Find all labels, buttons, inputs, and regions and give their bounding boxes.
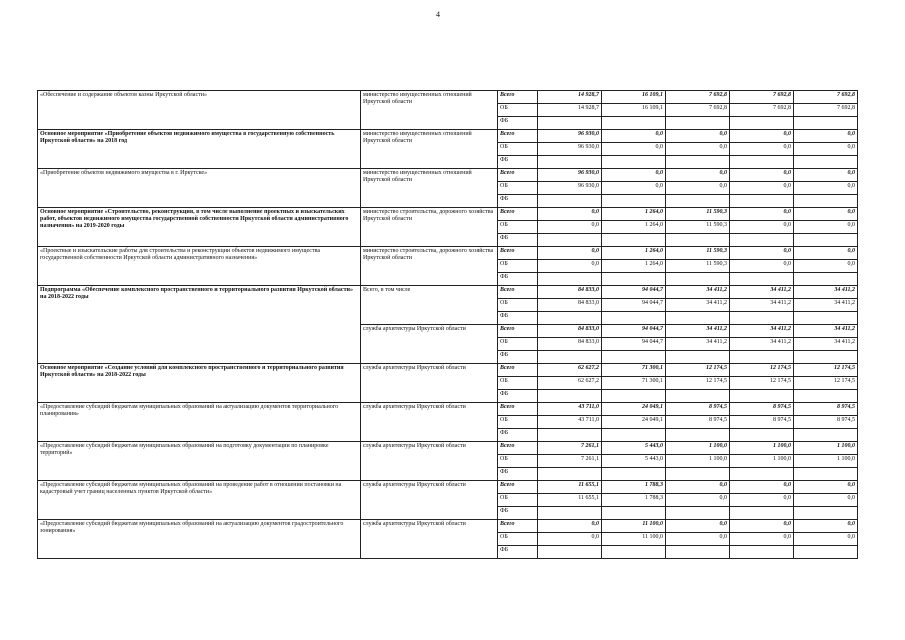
value-cell [730,273,794,286]
value-cell [538,429,602,442]
value-cell: 1 100,0 [794,455,858,468]
value-cell [602,156,666,169]
value-cell: 94 044,7 [602,286,666,299]
value-cell [794,156,858,169]
value-cell: 8 974,5 [730,403,794,416]
value-cell [666,273,730,286]
funding-type: ФБ [498,312,538,325]
value-cell: 7 692,8 [794,91,858,104]
value-cell: 0,0 [538,520,602,533]
value-cell: 0,0 [666,481,730,494]
value-cell [666,117,730,130]
value-cell: 71 300,1 [602,364,666,377]
value-cell [602,390,666,403]
value-cell: 94 044,7 [602,338,666,351]
value-cell: 7 261,1 [538,442,602,455]
value-cell [538,312,602,325]
value-cell: 0,0 [794,520,858,533]
funding-type: ОБ [498,494,538,507]
value-cell: 0,0 [730,481,794,494]
value-cell [730,546,794,559]
value-cell [794,117,858,130]
value-cell: 0,0 [538,260,602,273]
value-cell [602,507,666,520]
value-cell: 12 174,5 [794,377,858,390]
funding-type: ОБ [498,221,538,234]
value-cell: 0,0 [730,208,794,221]
value-cell [538,195,602,208]
value-cell [794,507,858,520]
value-cell: 0,0 [666,533,730,546]
value-cell: 0,0 [794,130,858,143]
value-cell [538,234,602,247]
value-cell [538,468,602,481]
value-cell: 8 974,5 [666,403,730,416]
value-cell: 1 100,0 [730,455,794,468]
executor-cell: служба архитектуры Иркутской области [361,520,498,559]
value-cell: 62 627,2 [538,364,602,377]
value-cell: 1 788,3 [602,481,666,494]
section-name: «Предоставление субсидий бюджетам муниципальных образований на подготовку документации по планировке территорий» [38,442,361,481]
value-cell: 94 044,7 [602,325,666,338]
value-cell [730,468,794,481]
value-cell [538,351,602,364]
value-cell: 1 264,0 [602,221,666,234]
value-cell: 0,0 [730,494,794,507]
value-cell [666,429,730,442]
executor-cell: служба архитектуры Иркутской области [361,403,498,442]
value-cell [602,351,666,364]
value-cell [666,312,730,325]
value-cell: 11 100,0 [602,533,666,546]
funding-type: ФБ [498,117,538,130]
value-cell: 11 100,0 [602,520,666,533]
value-cell: 1 264,0 [602,260,666,273]
value-cell [730,507,794,520]
value-cell: 11 590,3 [666,260,730,273]
value-cell: 84 833,0 [538,299,602,312]
value-cell [602,429,666,442]
value-cell [602,312,666,325]
value-cell: 16 109,1 [602,104,666,117]
funding-type: ОБ [498,377,538,390]
value-cell [666,195,730,208]
value-cell: 12 174,5 [666,364,730,377]
funding-type: ФБ [498,351,538,364]
value-cell: 0,0 [538,533,602,546]
table-row [38,481,858,494]
value-cell: 1 788,3 [602,494,666,507]
value-cell: 1 100,0 [666,455,730,468]
funding-type: ФБ [498,468,538,481]
value-cell: 34 411,2 [794,338,858,351]
value-cell: 7 692,8 [666,104,730,117]
executor-cell: Всего, в том числе [361,286,498,325]
value-cell: 96 930,0 [538,130,602,143]
value-cell: 0,0 [730,130,794,143]
value-cell [794,273,858,286]
section-name: Подпрограмма «Обеспечение комплексного пространственного и территориального развития Иркутской области» на 2018-2022 годы [38,286,361,364]
value-cell: 5 443,0 [602,455,666,468]
value-cell: 71 300,1 [602,377,666,390]
executor-cell: служба архитектуры Иркутской области [361,481,498,520]
funding-type: ОБ [498,455,538,468]
table-row [38,130,858,143]
value-cell: 12 174,5 [666,377,730,390]
value-cell: 34 411,2 [730,338,794,351]
value-cell: 0,0 [602,169,666,182]
executor-cell: министерство имущественных отношений Иркутской области [361,169,498,208]
value-cell: 0,0 [730,533,794,546]
funding-type: ФБ [498,156,538,169]
value-cell: 0,0 [602,182,666,195]
value-cell: 34 411,2 [794,325,858,338]
value-cell [666,546,730,559]
value-cell [794,390,858,403]
value-cell: 0,0 [538,221,602,234]
value-cell: 7 692,8 [666,91,730,104]
table-row [38,286,858,299]
value-cell: 0,0 [794,221,858,234]
value-cell: 0,0 [730,143,794,156]
value-cell: 0,0 [794,481,858,494]
value-cell: 0,0 [666,130,730,143]
value-cell: 8 974,5 [730,416,794,429]
executor-cell: министерство строительства, дорожного хозяйства Иркутской области [361,247,498,286]
value-cell: 24 049,1 [602,416,666,429]
value-cell [730,351,794,364]
value-cell [666,468,730,481]
value-cell: 34 411,2 [794,299,858,312]
value-cell: 62 627,2 [538,377,602,390]
value-cell [602,546,666,559]
section-name: Основное мероприятие «Создание условий для комплексного пространственного и территориального развития Иркутской области» на 2018-2022 годы [38,364,361,403]
funding-type: Всего [498,364,538,377]
value-cell: 1 264,0 [602,208,666,221]
value-cell: 24 049,1 [602,403,666,416]
funding-type: Всего [498,169,538,182]
value-cell: 34 411,2 [730,286,794,299]
funding-type: Всего [498,91,538,104]
section-name: Основное мероприятие «Приобретение объектов недвижимого имущества в государственную собственность Иркутской области» на 2018 год [38,130,361,169]
funding-type: ФБ [498,429,538,442]
value-cell: 1 264,0 [602,247,666,260]
value-cell [730,312,794,325]
page-number: 4 [436,10,440,19]
value-cell [538,507,602,520]
value-cell: 34 411,2 [666,299,730,312]
table-row [38,442,858,455]
value-cell: 0,0 [794,494,858,507]
value-cell: 14 928,7 [538,91,602,104]
value-cell [538,156,602,169]
value-cell: 96 930,0 [538,182,602,195]
funding-type: ФБ [498,273,538,286]
funding-type: Всего [498,481,538,494]
value-cell: 7 692,8 [730,104,794,117]
funding-type: ФБ [498,390,538,403]
value-cell: 0,0 [794,208,858,221]
funding-type: ФБ [498,195,538,208]
value-cell [602,195,666,208]
value-cell [538,546,602,559]
value-cell: 0,0 [730,182,794,195]
value-cell: 11 590,3 [666,221,730,234]
funding-type: ФБ [498,507,538,520]
funding-type: ОБ [498,104,538,117]
funding-type: Всего [498,520,538,533]
section-name: «Проектные и изыскательские работы для строительства и реконструкции объектов недвижимого имущества государственной собственности Иркутской области административного назначения» [38,247,361,286]
funding-type: ОБ [498,533,538,546]
section-name: «Предоставление субсидий бюджетам муниципальных образований на проведение работ в отношении постановки на кадастровый учет границ населенных пунктов Иркутской области» [38,481,361,520]
funding-type: ОБ [498,143,538,156]
value-cell: 1 100,0 [666,442,730,455]
section-name: «Предоставление субсидий бюджетам муниципальных образований на актуализацию документов градостроительного зонирования» [38,520,361,559]
value-cell: 0,0 [794,533,858,546]
value-cell: 0,0 [730,169,794,182]
value-cell: 0,0 [730,260,794,273]
value-cell: 84 833,0 [538,338,602,351]
table-row [38,403,858,416]
value-cell: 0,0 [666,143,730,156]
table-row [38,247,858,260]
value-cell: 8 974,5 [666,416,730,429]
value-cell [666,156,730,169]
funding-type: Всего [498,247,538,260]
table-row [38,169,858,182]
value-cell [602,273,666,286]
value-cell: 12 174,5 [794,364,858,377]
value-cell: 0,0 [730,520,794,533]
value-cell: 43 711,0 [538,403,602,416]
value-cell: 0,0 [730,221,794,234]
value-cell: 1 100,0 [794,442,858,455]
value-cell [602,234,666,247]
value-cell: 11 590,3 [666,208,730,221]
funding-type: ОБ [498,299,538,312]
funding-type: ОБ [498,416,538,429]
value-cell [730,390,794,403]
section-name: Основное мероприятие «Строительство, реконструкция, в том числе выполнение проектных и изыскательских работ, объектов недвижимого имущества государственной собственности Иркутской области административного назначения» на 2019-2020 годы [38,208,361,247]
value-cell [794,429,858,442]
value-cell: 0,0 [794,169,858,182]
value-cell: 0,0 [666,182,730,195]
value-cell [730,234,794,247]
funding-type: Всего [498,130,538,143]
value-cell: 1 100,0 [730,442,794,455]
value-cell [730,195,794,208]
executor-cell: министерство имущественных отношений Иркутской области [361,91,498,130]
value-cell [538,273,602,286]
value-cell: 12 174,5 [730,364,794,377]
value-cell: 34 411,2 [666,286,730,299]
value-cell: 0,0 [538,247,602,260]
executor-cell: служба архитектуры Иркутской области [361,442,498,481]
funding-type: ФБ [498,234,538,247]
funding-type: ОБ [498,338,538,351]
section-name: «Обеспечение и содержание объектов казны Иркутской области» [38,91,361,130]
value-cell: 94 044,7 [602,299,666,312]
value-cell: 12 174,5 [730,377,794,390]
value-cell: 34 411,2 [730,299,794,312]
executor-cell: министерство имущественных отношений Иркутской области [361,130,498,169]
funding-type: Всего [498,208,538,221]
value-cell [538,117,602,130]
funding-type: ФБ [498,546,538,559]
value-cell: 0,0 [794,247,858,260]
value-cell [794,234,858,247]
table-row [38,364,858,377]
value-cell [794,312,858,325]
funding-type: Всего [498,325,538,338]
table-row [38,91,858,104]
funding-type: ОБ [498,182,538,195]
value-cell [538,390,602,403]
value-cell [794,351,858,364]
value-cell: 96 930,0 [538,169,602,182]
value-cell: 7 692,8 [730,91,794,104]
value-cell: 0,0 [794,182,858,195]
value-cell: 8 974,5 [794,416,858,429]
section-name: «Предоставление субсидий бюджетам муниципальных образований на актуализацию документов территориального планирования» [38,403,361,442]
value-cell: 11 655,1 [538,494,602,507]
table-row [38,208,858,221]
value-cell: 11 655,1 [538,481,602,494]
value-cell [794,546,858,559]
value-cell: 84 833,0 [538,325,602,338]
funding-type: Всего [498,403,538,416]
section-name: «Приобретение объектов недвижимого имущества в г. Иркутске» [38,169,361,208]
value-cell [602,117,666,130]
budget-table [37,90,858,559]
value-cell [666,234,730,247]
table-row [38,520,858,533]
value-cell: 5 443,0 [602,442,666,455]
value-cell: 0,0 [602,130,666,143]
value-cell: 0,0 [666,520,730,533]
funding-type: Всего [498,286,538,299]
value-cell: 34 411,2 [666,338,730,351]
value-cell: 0,0 [666,169,730,182]
value-cell: 0,0 [538,208,602,221]
value-cell [666,390,730,403]
executor-cell: министерство строительства, дорожного хозяйства Иркутской области [361,208,498,247]
funding-type: ОБ [498,260,538,273]
executor-cell: служба архитектуры Иркутской области [361,325,498,364]
value-cell [666,351,730,364]
value-cell: 96 930,0 [538,143,602,156]
value-cell [730,429,794,442]
value-cell: 34 411,2 [666,325,730,338]
value-cell: 0,0 [666,494,730,507]
executor-cell: служба архитектуры Иркутской области [361,364,498,403]
value-cell: 0,0 [730,247,794,260]
value-cell: 0,0 [794,143,858,156]
value-cell: 7 692,8 [794,104,858,117]
value-cell: 16 109,1 [602,91,666,104]
value-cell: 0,0 [794,260,858,273]
value-cell [730,156,794,169]
value-cell: 11 590,3 [666,247,730,260]
value-cell: 34 411,2 [730,325,794,338]
value-cell [730,117,794,130]
value-cell [666,507,730,520]
value-cell [794,468,858,481]
value-cell [602,468,666,481]
value-cell: 0,0 [602,143,666,156]
value-cell: 8 974,5 [794,403,858,416]
funding-type: Всего [498,442,538,455]
value-cell: 84 833,0 [538,286,602,299]
value-cell [794,195,858,208]
value-cell: 34 411,2 [794,286,858,299]
value-cell: 7 261,1 [538,455,602,468]
value-cell: 43 711,0 [538,416,602,429]
value-cell: 14 928,7 [538,104,602,117]
